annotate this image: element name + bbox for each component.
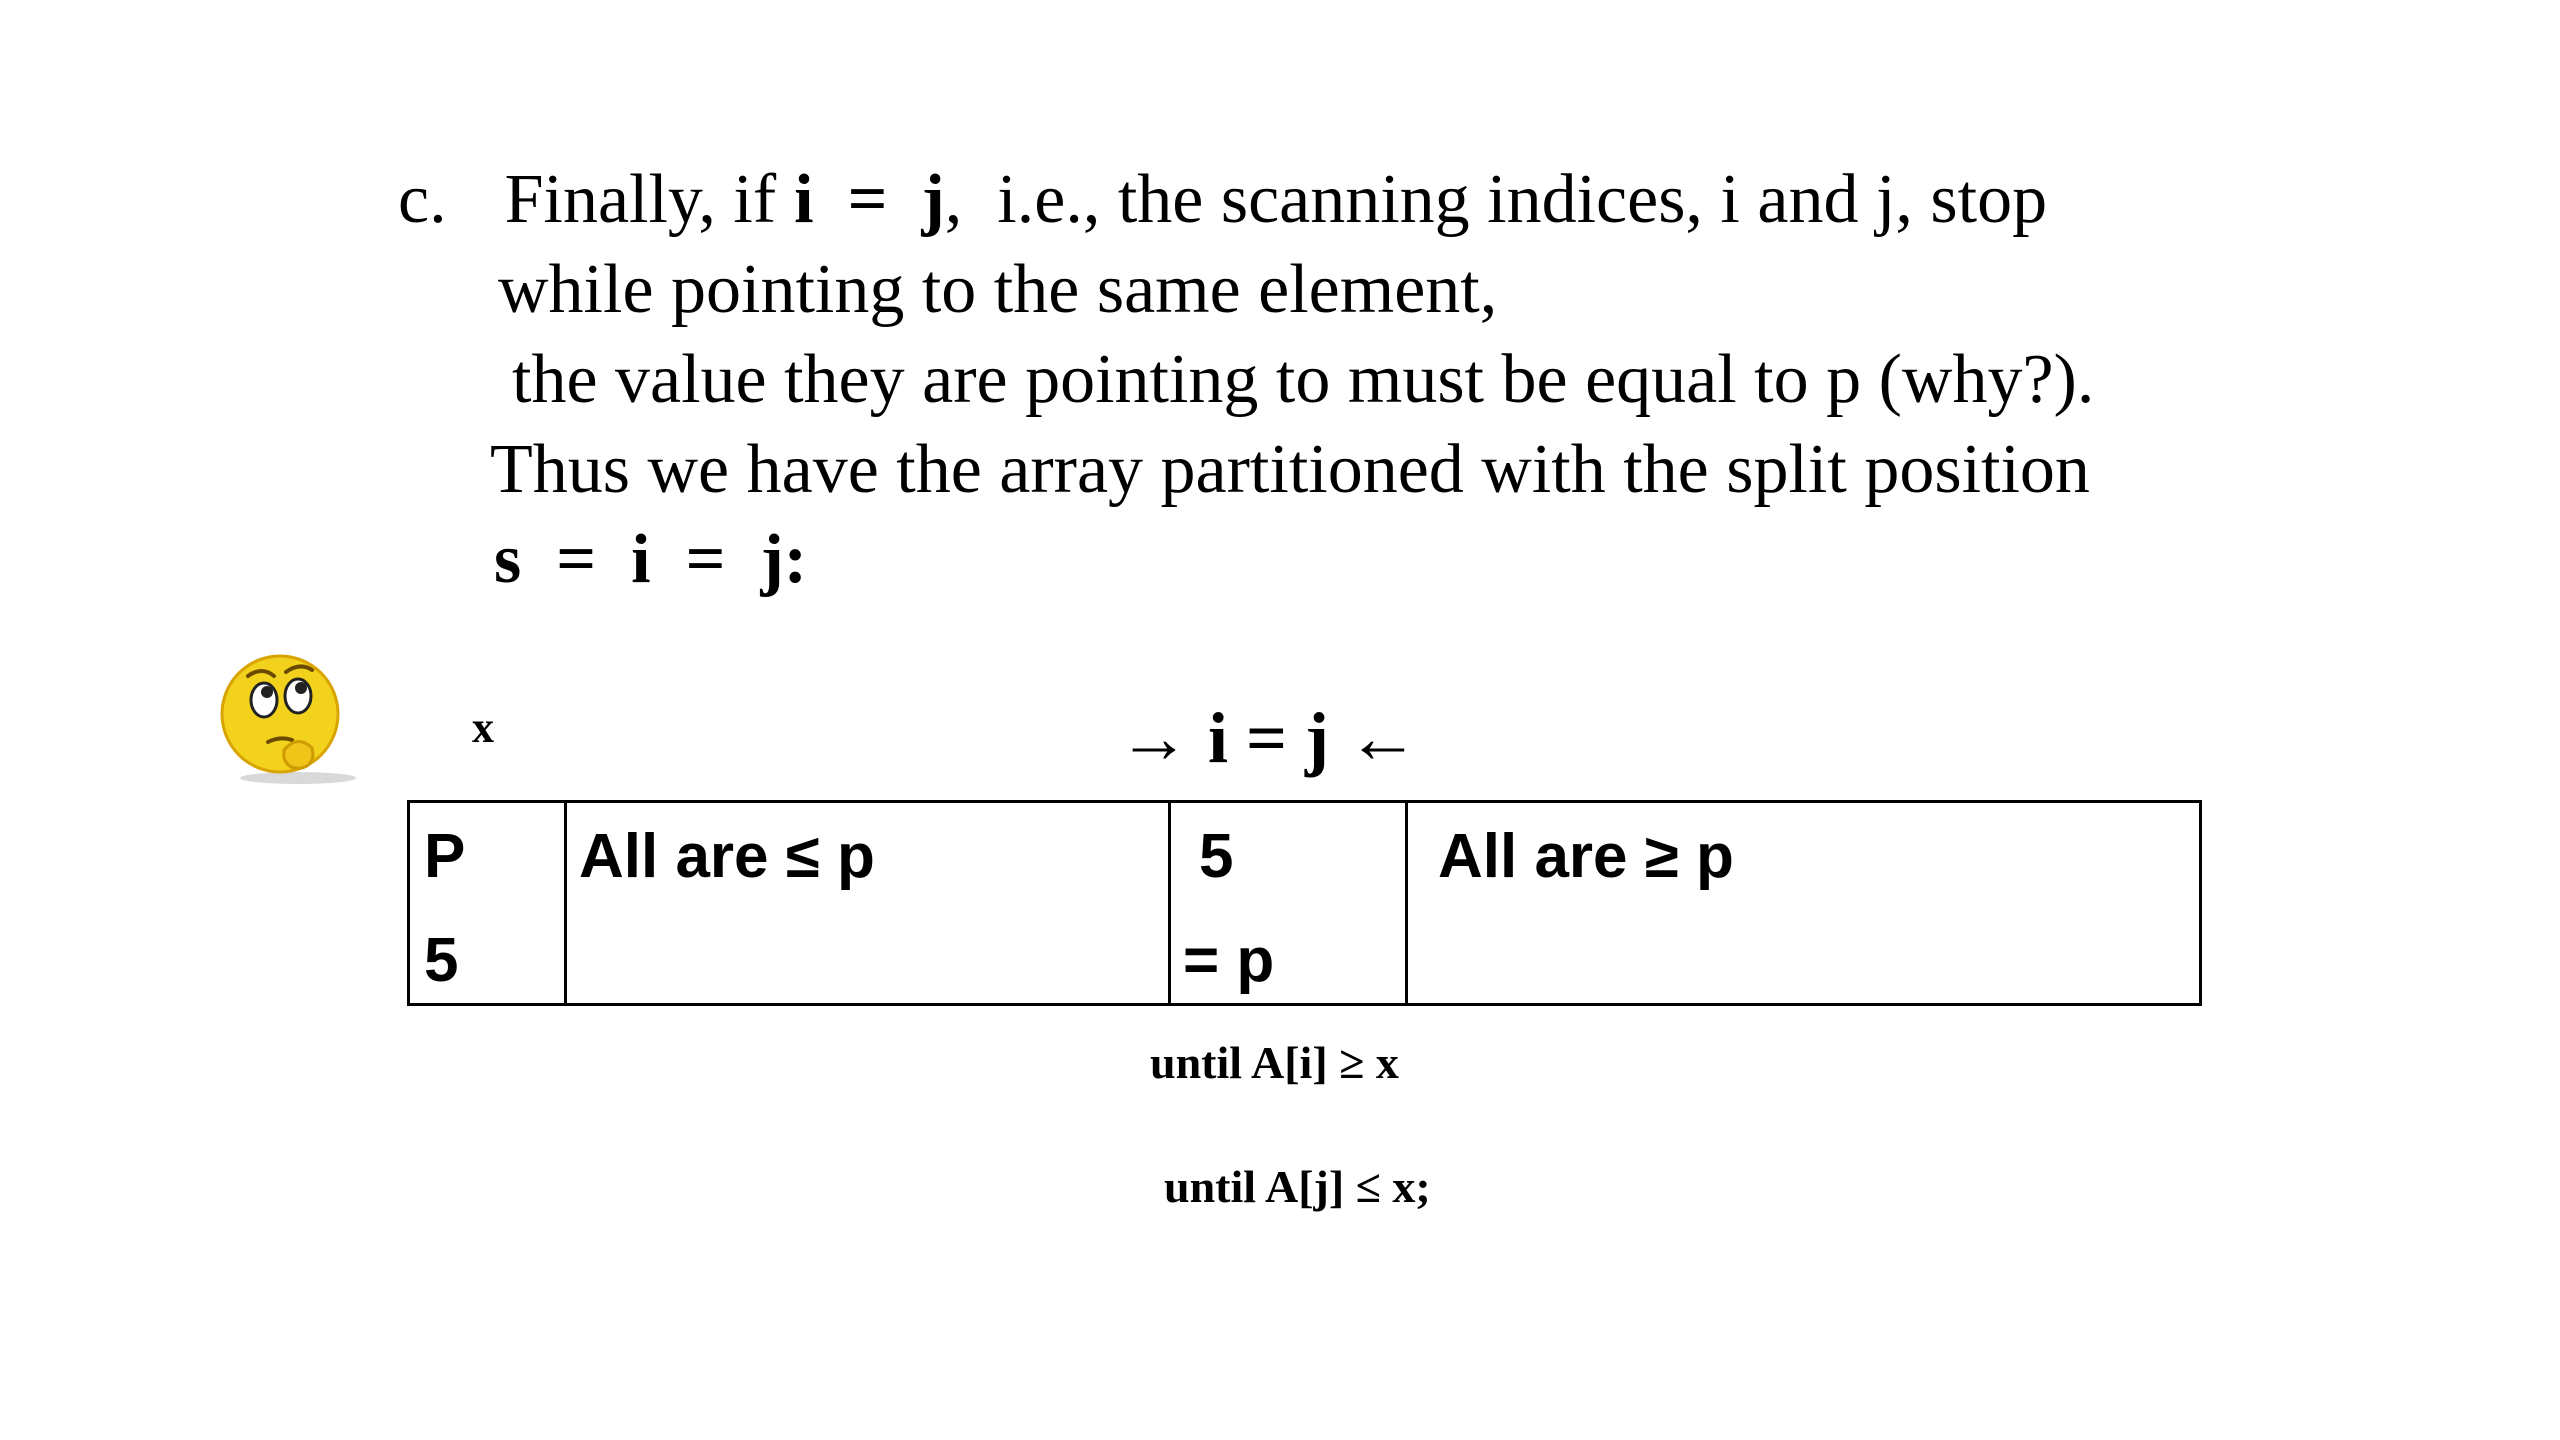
cell-right-partition: [1408, 803, 2199, 1003]
cell-split: [1171, 803, 1408, 1003]
paragraph-line-1: [398, 158, 2047, 242]
index-i: i: [794, 161, 814, 238]
line1-text: Finally, if: [504, 161, 777, 238]
cell-left-text: All are ≤ p: [579, 822, 875, 891]
line1-rest: , i.e., the scanning indices, i and j, stop: [944, 161, 2048, 238]
equals-sign: =: [847, 161, 888, 238]
pivot-x-label: x: [472, 703, 494, 752]
partition-table: [407, 800, 2202, 1006]
cell-pivot: [410, 803, 567, 1003]
list-label: c.: [398, 161, 447, 238]
cell-pivot-top: P: [424, 822, 466, 891]
thinking-face-icon: [218, 654, 374, 786]
cell-left-partition: [567, 803, 1171, 1003]
paragraph-line-3: the value they are pointing to must be equal to p (why?).: [512, 341, 2095, 418]
note-until-j: until A[j] ≤ x;: [1164, 1161, 1431, 1212]
cell-split-bottom: = p: [1183, 926, 1275, 995]
cell-right-text: All are ≥ p: [1438, 822, 1734, 891]
cell-pivot-bottom: 5: [424, 926, 459, 995]
cell-split-top: 5: [1199, 822, 1234, 891]
paragraph-line-4: Thus we have the array partitioned with the split position: [490, 431, 2090, 508]
index-j: j: [921, 161, 945, 238]
note-until-i: until A[i] ≥ x: [1150, 1037, 1399, 1088]
paragraph-line-2: while pointing to the same element,: [498, 251, 1498, 328]
pointer-label: → i = j ←: [1118, 698, 1420, 778]
paragraph-line-5: s = i = j:: [494, 521, 808, 598]
